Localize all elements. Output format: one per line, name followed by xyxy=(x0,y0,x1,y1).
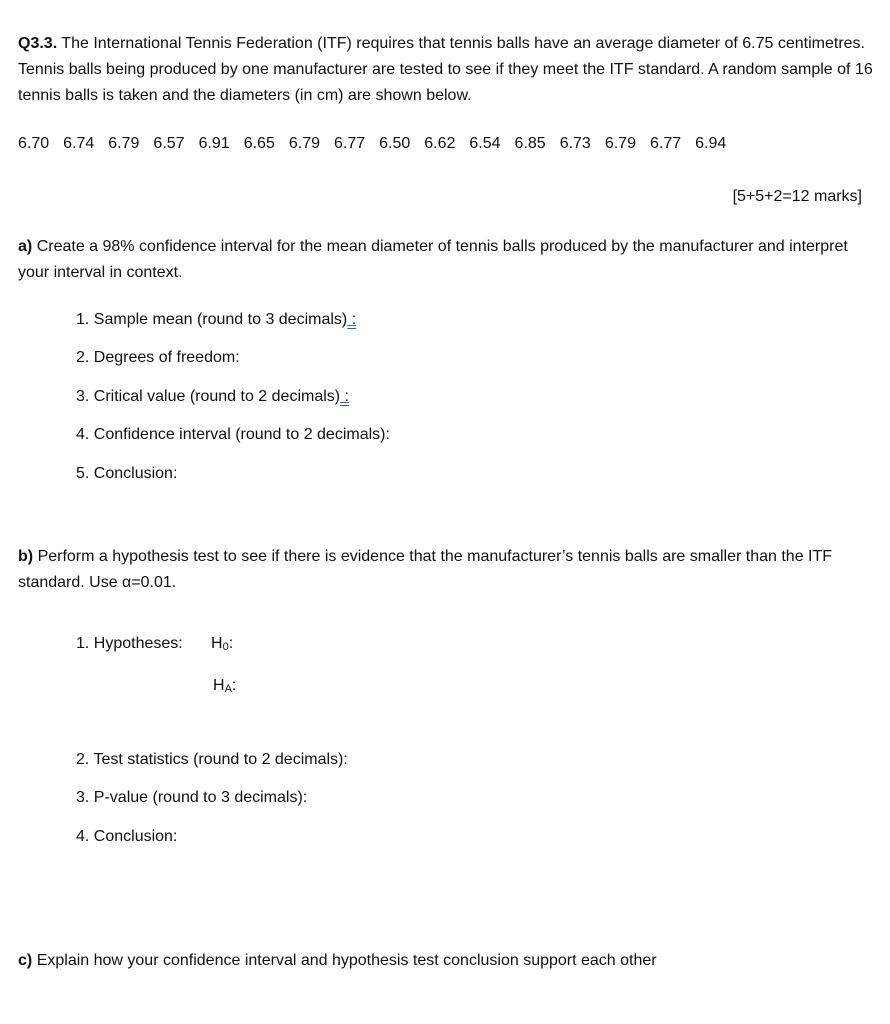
alternative-hypothesis-symbol: H xyxy=(213,677,225,694)
diameter-value: 6.57 xyxy=(153,135,185,152)
part-b-prompt xyxy=(18,544,878,596)
diameter-value: 6.74 xyxy=(63,135,95,152)
part-b-hypotheses xyxy=(76,631,183,657)
null-hypothesis-colon: : xyxy=(228,635,234,652)
alternative-hypothesis xyxy=(213,673,236,702)
diameter-value: 6.65 xyxy=(243,135,275,152)
part-c-label: c) xyxy=(18,952,33,969)
diameter-value: 6.70 xyxy=(18,135,50,152)
diameter-value: 6.50 xyxy=(379,135,411,152)
diameter-value: 6.79 xyxy=(604,135,636,152)
diameter-value: 6.77 xyxy=(333,135,366,152)
question-number: Q3.3. xyxy=(18,35,58,52)
part-a-item-1-suffix: : xyxy=(347,311,357,328)
part-c-text: Explain how your confidence interval and hypothesis test conclusion support each other xyxy=(36,952,657,969)
part-b-item-4-text: 4. Conclusion: xyxy=(76,828,178,845)
alternative-hypothesis-subscript: A xyxy=(224,683,232,695)
part-a-item-3-text: 3. Critical value (round to 2 decimals) xyxy=(76,388,341,405)
part-a-prompt xyxy=(18,234,878,286)
part-b-hypotheses-label: 1. Hypotheses: xyxy=(76,635,183,652)
part-a-item-1 xyxy=(76,307,356,333)
part-b-item-3-text: 3. P-value (round to 3 decimals): xyxy=(76,789,308,806)
diameter-value: 6.62 xyxy=(424,135,456,152)
alternative-hypothesis-colon: : xyxy=(231,677,237,694)
part-b-item-2-text: 2. Test statistics (round to 2 decimals): xyxy=(76,751,348,768)
question-intro-text: The International Tennis Federation (ITF) requires that tennis balls have an average diameter of 6.75 centimetres. Tennis balls being produced by one manufacturer are tested to see if they meet the ITF standard. A random sample of 16 tennis balls is taken and the diameters (in cm) are shown below. xyxy=(18,35,873,104)
part-a-item-3-suffix: : xyxy=(340,388,349,405)
part-b-item-3 xyxy=(76,785,307,811)
part-a-item-2-text: 2. Degrees of freedom: xyxy=(76,349,240,366)
part-a-item-5 xyxy=(76,461,177,487)
part-a-item-4-text: 4. Confidence interval (round to 2 decimals): xyxy=(76,426,390,443)
null-hypothesis-symbol: H xyxy=(211,635,223,652)
diameter-value: 6.91 xyxy=(198,135,230,152)
part-b-item-2 xyxy=(76,747,348,773)
diameter-value: 6.94 xyxy=(695,135,727,152)
question-intro xyxy=(18,31,878,109)
part-a-item-2 xyxy=(76,345,240,371)
part-c-prompt xyxy=(18,948,878,974)
part-b-item-4 xyxy=(76,824,177,850)
null-hypothesis-subscript: 0 xyxy=(222,641,229,653)
marks-allocation: [5+5+2=12 marks] xyxy=(732,188,862,205)
diameter-value: 6.54 xyxy=(469,135,501,152)
part-a-item-3 xyxy=(76,384,349,410)
diameter-data-row xyxy=(18,131,740,157)
part-b-label: b) xyxy=(18,548,34,565)
null-hypothesis xyxy=(211,631,233,660)
part-a-item-5-text: 5. Conclusion: xyxy=(76,465,178,482)
part-a-item-1-text: 1. Sample mean (round to 3 decimals) xyxy=(76,311,348,328)
diameter-value: 6.73 xyxy=(559,135,591,152)
part-a-item-4 xyxy=(76,422,390,448)
diameter-value: 6.77 xyxy=(649,135,682,152)
part-b-text: Perform a hypothesis test to see if there is evidence that the manufacturer’s tennis balls are smaller than the ITF standard. Use α=0.01. xyxy=(18,548,833,591)
part-a-text: Create a 98% confidence interval for the mean diameter of tennis balls produced by the manufacturer and interpret your interval in context. xyxy=(18,238,848,281)
diameter-value: 6.79 xyxy=(108,135,140,152)
part-a-label: a) xyxy=(18,238,33,255)
diameter-value: 6.85 xyxy=(514,135,546,152)
diameter-value: 6.79 xyxy=(288,135,320,152)
